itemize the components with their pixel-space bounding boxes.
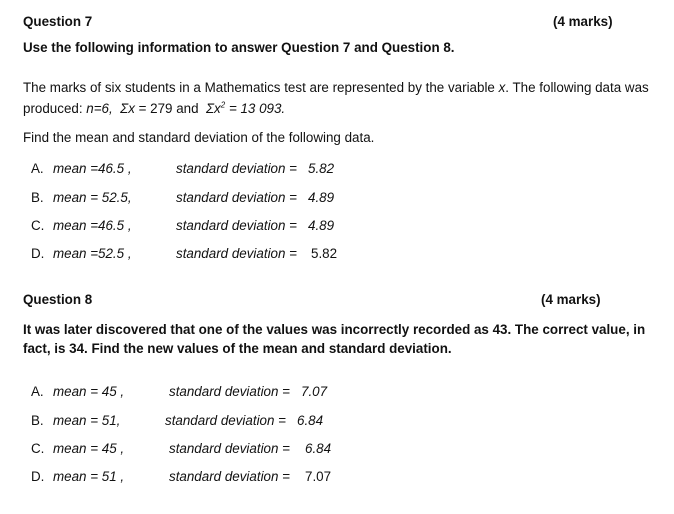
question-8-title: Question 8 <box>23 292 93 307</box>
option-sd-value: 6.84 <box>297 413 324 428</box>
question-8-marks: (4 marks) <box>541 292 601 307</box>
option-letter: A. <box>31 384 44 399</box>
option-mean: mean = 45 , <box>53 441 125 456</box>
option-sd-label: standard deviation = <box>176 161 297 176</box>
option-sd-value: 7.07 <box>301 384 328 399</box>
option-sd-label: standard deviation = <box>176 218 297 233</box>
option-sd-value: 5.82 <box>308 161 335 176</box>
option-mean: mean =52.5 , <box>53 246 132 261</box>
option-letter: A. <box>31 161 44 176</box>
option-sd-label: standard deviation = <box>169 384 290 399</box>
option-mean: mean = 51, <box>53 413 121 428</box>
option-sd-value: 5.82 <box>311 246 338 261</box>
option-sd-value: 6.84 <box>305 441 332 456</box>
option-sd-value: 4.89 <box>308 218 335 233</box>
option-sd-label: standard deviation = <box>165 413 286 428</box>
option-sd-value: 4.89 <box>308 190 335 205</box>
option-letter: D. <box>31 246 45 261</box>
option-mean: mean = 52.5, <box>53 190 132 205</box>
question-7-intro: The marks of six students in a Mathematics test are represented by the variable x. The following data was produced: n=6, Σx = 279 and $\Sigma x^2 = 13$ 093. <box>23 80 649 116</box>
option-letter: D. <box>31 469 45 484</box>
option-letter: B. <box>31 190 44 205</box>
option-letter: C. <box>31 218 45 233</box>
option-mean: mean = 51 , <box>53 469 125 484</box>
option-letter: B. <box>31 413 44 428</box>
question-7-marks: (4 marks) <box>553 14 613 29</box>
option-sd-value: 7.07 <box>305 469 332 484</box>
option-sd-label: standard deviation = <box>176 190 297 205</box>
question-7-prompt: Find the mean and standard deviation of the following data. <box>23 130 375 145</box>
option-letter: C. <box>31 441 45 456</box>
question-7-title: Question 7 <box>23 14 93 29</box>
shared-instruction: Use the following information to answer Question 7 and Question 8. <box>23 40 455 55</box>
option-mean: mean = 45 , <box>53 384 125 399</box>
option-mean: mean =46.5 , <box>53 161 132 176</box>
question-8-text: It was later discovered that one of the values was incorrectly recorded as 43. The correct value, in fact, is 34. Find the new values of the mean and standard deviation. <box>23 322 646 356</box>
option-sd-label: standard deviation = <box>176 246 297 261</box>
option-sd-label: standard deviation = <box>169 469 290 484</box>
option-mean: mean =46.5 , <box>53 218 132 233</box>
option-sd-label: standard deviation = <box>169 441 290 456</box>
